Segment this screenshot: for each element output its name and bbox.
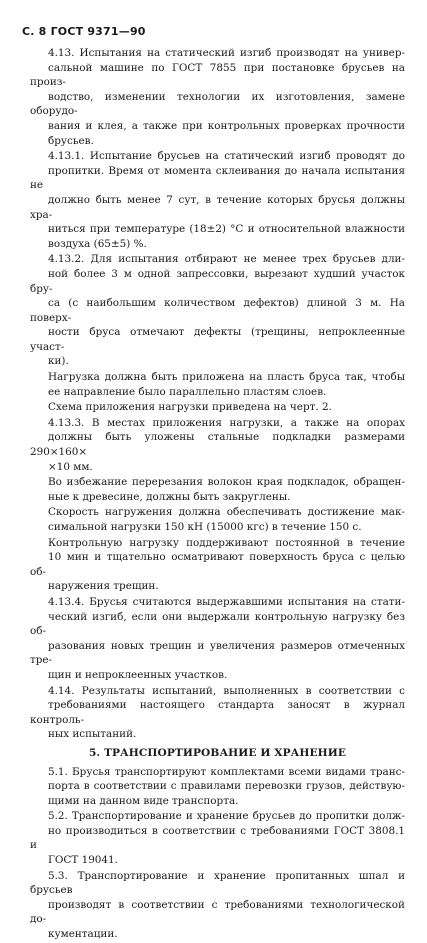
paragraph-p_scheme [30,400,405,415]
text-line: Схема приложения нагрузки приведена на черт. 2. [48,401,332,414]
text-line: пропитки. Время от момента склеивания до начала испытания не [30,164,405,192]
text-line: кументации. [48,928,118,941]
paragraph-p_load [30,370,405,399]
text-line: 5.3. Транспортирование и хранение пропитанных шпал и брусьев [30,869,405,897]
text-line: щими на данном виде транспорта. [48,794,239,807]
paragraph-p5_2 [30,809,405,867]
paragraph-p_control [30,536,405,594]
text-line: ных испытаний. [48,728,137,741]
text-line: Скорость нагружения должна обеспечивать достижение мак- [48,506,405,519]
page-header: С. 8 ГОСТ 9371—90 [22,25,146,38]
paragraph-p4_13_3 [30,416,405,474]
text-line: са (с наибольшим количеством дефектов) длиной 3 м. На поверх- [30,297,405,324]
paragraph-p4_13_4 [30,595,405,683]
text-line: вания и клея, а также при контрольных проверках прочности [48,119,405,132]
text-line: симальной нагрузки 150 кН (15000 кгс) в течение 150 с. [48,521,362,533]
section-5-title: 5. ТРАНСПОРТИРОВАНИЕ И ХРАНЕНИЕ [88,746,347,759]
text-line: ×10 мм. [48,460,93,473]
text-line: должно быть менее 7 сут, в течение которых брусья должны хра- [30,193,405,221]
paragraph-p_speed [30,505,405,534]
paragraph-p4_13_1 [30,149,405,251]
text-line: 5.2. Транспортирование и хранение брусьев до пропитки долж- [48,810,405,823]
text-line: Нагрузка должна быть приложена на пласть бруса так, чтобы [48,371,405,384]
text-line: 4.14. Результаты испытаний, выполненных в соответствии с [48,684,405,697]
text-line: ности бруса отмечают дефекты (трещины, непроклеенные участ- [30,326,405,353]
paragraph-p4_13_2 [30,252,405,369]
text-line: ниться при температуре (18±2) °С и относительной влажности [48,223,405,236]
section-5-text [30,765,405,942]
section-4-text [30,46,405,742]
text-line: воздуха (65±5) %. [48,237,147,250]
text-line: 4.13.4. Брусья считаются выдержавшими испытания на стати- [48,595,405,608]
text-line: водство, изменении технологии их изготовления, замене оборудо- [30,90,405,118]
paragraph-p4_14 [30,684,405,742]
text-line: требованиями настоящего стандарта заносят в журнал контроль- [30,699,405,726]
text-line: наружения трещин. [48,580,159,593]
text-line: разования новых трещин и увеличения размеров отмеченных тре- [30,639,405,667]
text-line: 5.1. Брусья транспортируют комплектами всеми видами транс- [48,765,405,778]
text-line: 4.13.2. Для испытания отбирают не менее трех брусьев дли- [48,253,405,266]
text-line: 4.13.3. В местах приложения нагрузки, а также на опорах [48,416,405,429]
text-line: ной более 3 м одной запрессовки, вырезают худший участок бру- [30,267,405,295]
text-line: сальной машине по ГОСТ 7855 при постановке брусьев на произ- [30,61,405,89]
text-line: 4.13.1. Испытание брусьев на статический изгиб проводят до [48,150,405,163]
text-line: Во избежание перерезания волокон края подкладок, обращен- [48,476,405,489]
text-line: ее направление было параллельно пластям слоев. [48,385,327,398]
text-line: должны быть уложены стальные подкладки размерами 290×160× [30,431,405,459]
text-line: щин и непроклеенных участков. [48,668,228,681]
document-body [30,46,405,943]
text-line: ческий изгиб, если они выдержали контрольную нагрузку без об- [30,610,405,638]
text-line: ные к древесине, должны быть закруглены. [48,490,291,503]
text-line: 10 мин и тщательно осматривают поверхность бруса с целью об- [30,551,405,578]
text-line: Контрольную нагрузку поддерживают постоянной в течение [48,536,405,549]
text-line: порта в соответствии с правилами перевозки грузов, действую- [48,780,405,793]
paragraph-p5_1 [30,765,405,809]
text-line: 4.13. Испытания на статический изгиб производят на универ- [48,47,405,59]
text-line: ки). [48,355,69,368]
paragraph-p4_13 [30,46,405,148]
paragraph-p_avoid [30,475,405,504]
paragraph-p5_3 [30,869,405,942]
text-line: ГОСТ 19041. [48,854,118,867]
text-line: производят в соответствии с требованиями технологической до- [30,898,405,926]
text-line: но производиться в соответствии с требованиями ГОСТ 3808.1 и [30,824,405,852]
text-line: брусьев. [48,134,94,147]
